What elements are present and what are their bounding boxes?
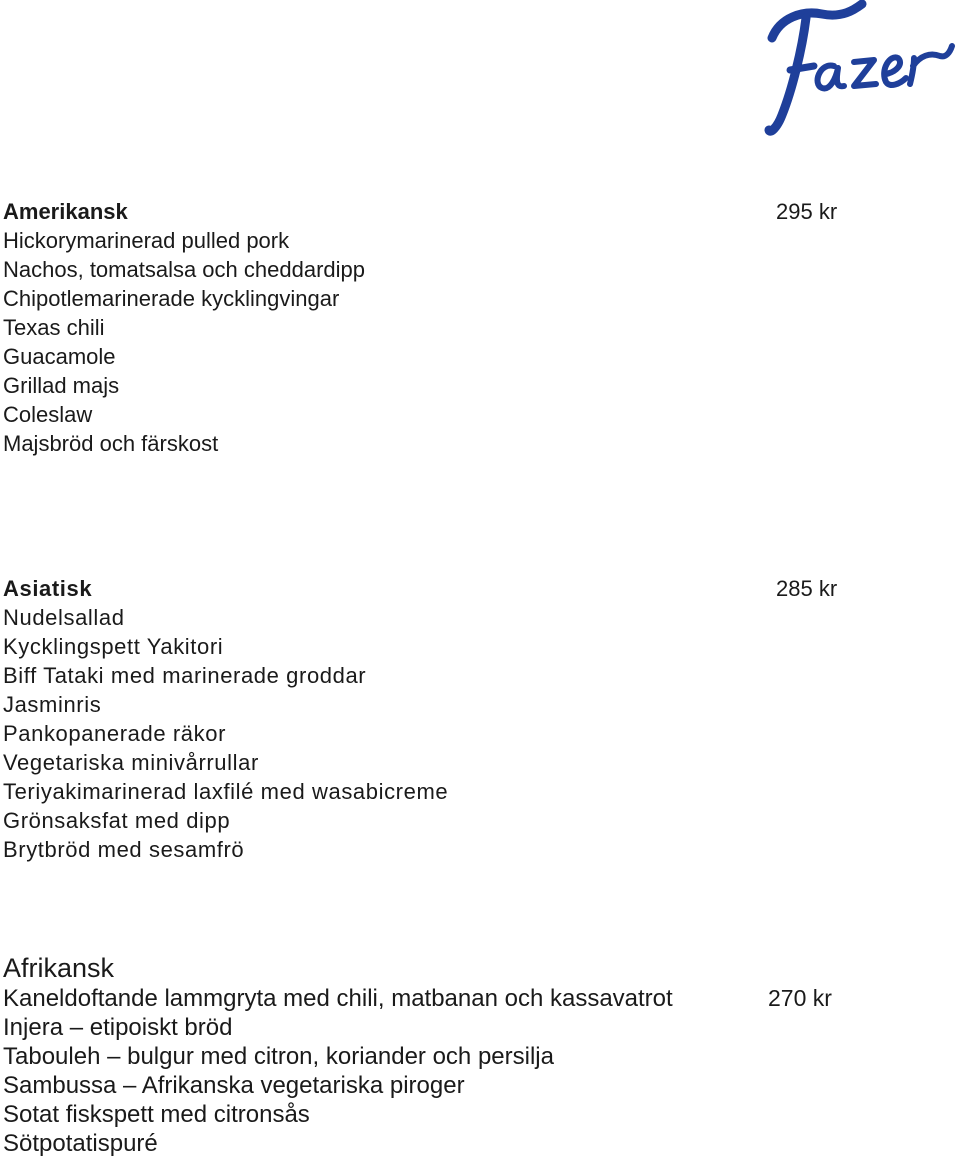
menu-item: Jasminris: [3, 692, 102, 717]
menu-item: Sötpotatispuré: [3, 1130, 158, 1157]
menu-item: Nudelsallad: [3, 605, 125, 630]
menu-title: Amerikansk: [3, 199, 128, 224]
menu-price: 270 kr: [768, 985, 832, 1011]
menu-item: Injera – etipoiskt bröd: [3, 1014, 233, 1041]
menu-title: Afrikansk: [3, 953, 115, 983]
menu-item: Majsbröd och färskost: [3, 431, 219, 456]
menu-price: 285 kr: [776, 576, 838, 601]
menu-item: Hickorymarinerad pulled pork: [3, 228, 290, 253]
menu-item: Brytbröd med sesamfrö: [3, 837, 245, 862]
menu-item: Nachos, tomatsalsa och cheddardipp: [3, 257, 365, 282]
menu-item: Biff Tataki med marinerade groddar: [3, 663, 367, 688]
menu-item: Sotat fiskspett med citronsås: [3, 1101, 310, 1128]
menu-item: Pankopanerade räkor: [3, 721, 226, 746]
menu-item: Grillad majs: [3, 373, 120, 398]
menu-section-amerikansk: [3, 197, 903, 458]
menu-item: Teriyakimarinerad laxfilé med wasabicreme: [3, 779, 449, 804]
menu-item: Texas chili: [3, 315, 105, 340]
menu-item: Chipotlemarinerade kycklingvingar: [3, 286, 340, 311]
menu-price: 295 kr: [776, 199, 838, 224]
menu-section-afrikansk: [3, 952, 903, 1158]
menu-item: Coleslaw: [3, 402, 93, 427]
menu-item: Kycklingspett Yakitori: [3, 634, 224, 659]
menu-item: Grönsaksfat med dipp: [3, 808, 231, 833]
menu-section-asiatisk: [3, 574, 903, 864]
menu-item: Tabouleh – bulgur med citron, koriander och persilja: [3, 1043, 554, 1070]
menu-item: Kaneldoftande lammgryta med chili, matbanan och kassavatrot: [3, 985, 673, 1012]
menu-title: Asiatisk: [3, 576, 93, 601]
fazer-logo: [762, 0, 960, 145]
menu-item: Guacamole: [3, 344, 116, 369]
menu-item: Sambussa – Afrikanska vegetariska piroger: [3, 1072, 465, 1099]
menu-item: Vegetariska minivårrullar: [3, 750, 259, 775]
